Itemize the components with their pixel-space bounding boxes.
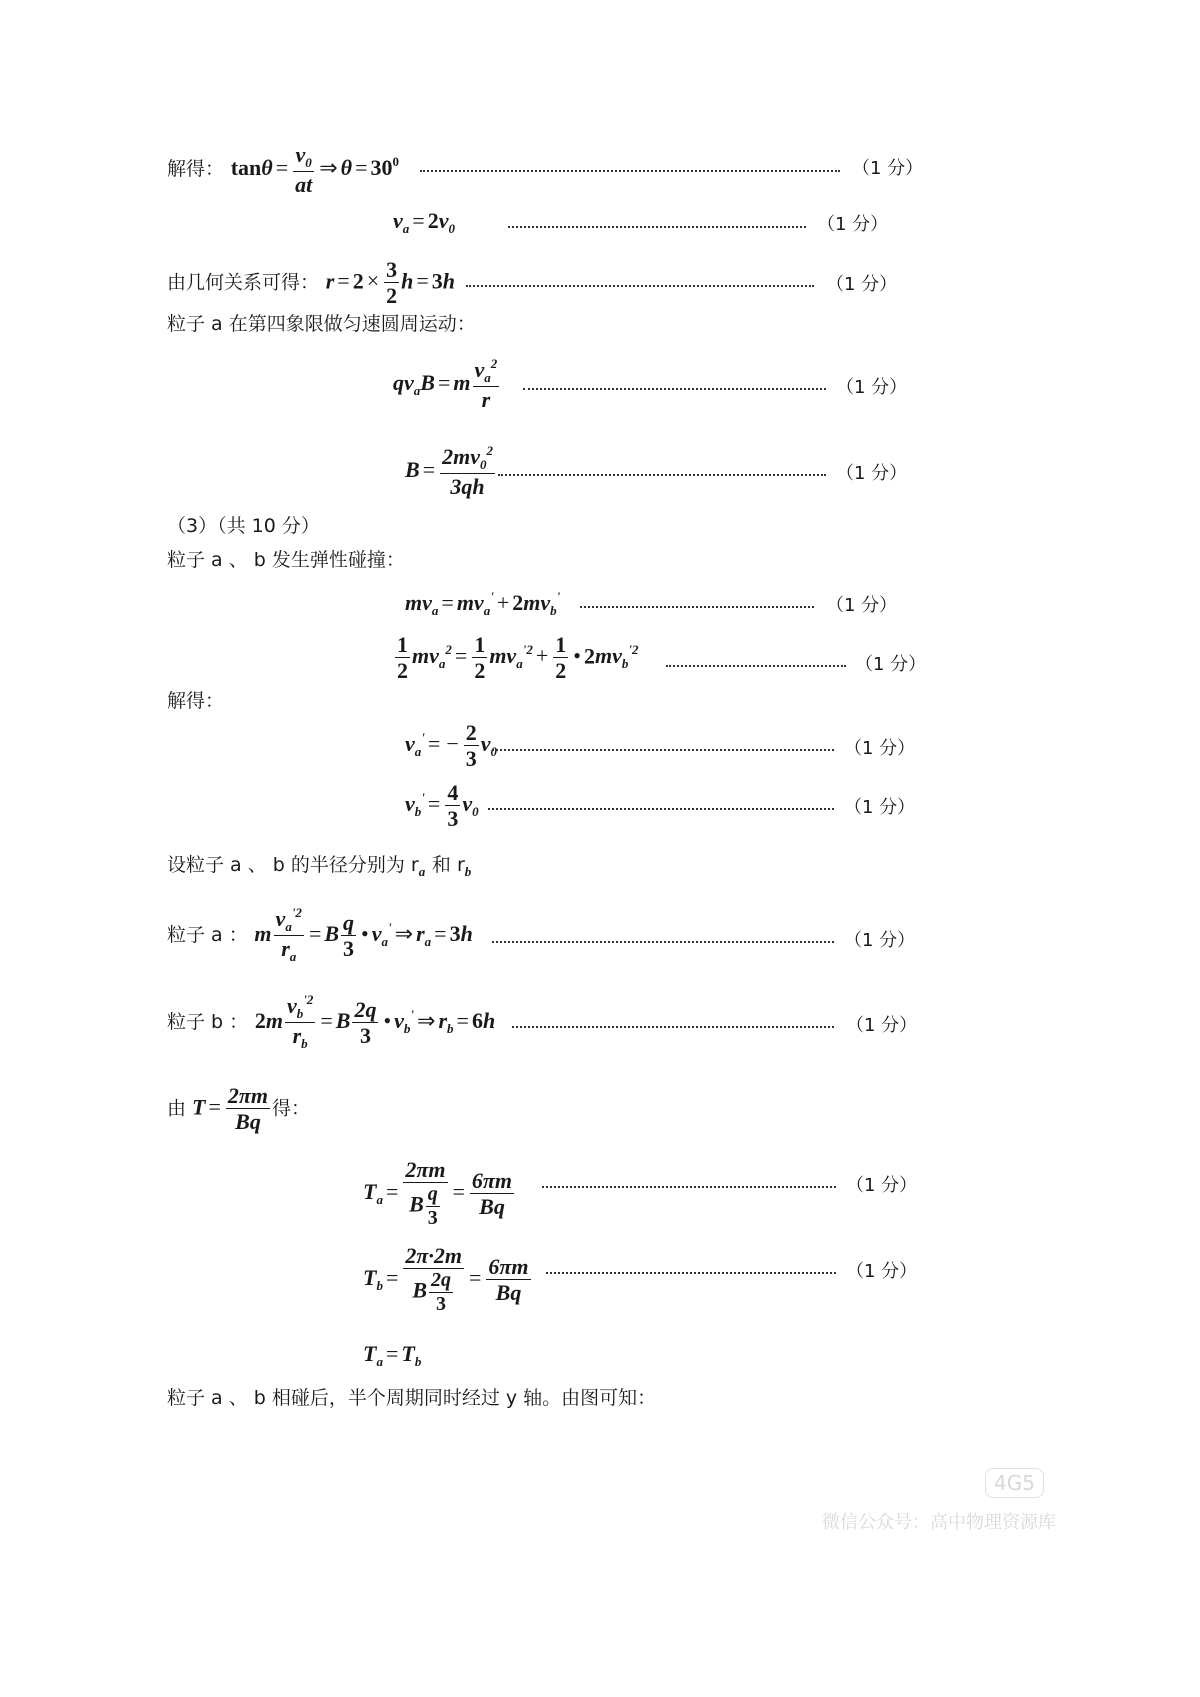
score-mark: （1 分） — [844, 797, 916, 818]
score-mark: （1 分） — [846, 1175, 918, 1196]
watermark-text: 微信公众号：高中物理资源库 — [822, 1512, 1056, 1533]
dot-leader — [512, 1026, 834, 1028]
solve-label-2: 解得： — [167, 690, 225, 712]
equation-periods-equal: $T_a = T_b$ — [363, 1341, 422, 1369]
score-mark: （1 分） — [844, 930, 916, 951]
text-final-line: 粒子 a 、 b 相碰后，半个周期同时经过 y 轴。由图可知： — [167, 1387, 657, 1409]
dot-leader — [523, 388, 826, 390]
equation-lorentz-force: $qv_aB = m$ $\frac{v_a^2}{r}$ — [393, 356, 498, 412]
score-mark: （1 分） — [817, 214, 889, 235]
score-mark: （1 分） — [846, 1015, 918, 1036]
dot-leader — [498, 474, 826, 476]
equation-period-a: $T_a$ = 2πm B $\frac{q}{3}$ = $\frac{6\pi m}{Bq}$ — [363, 1157, 513, 1230]
part3-header: （3）（共 10 分） — [167, 515, 320, 537]
equation-particle-a-radius: 粒子 a ： m $\frac{v_a^{'2}}{r_a}$ = B $\frac{q}{3}$ • $v_a'$ ⇒ $r_a = 3h$ — [167, 905, 473, 964]
equation-magnetic-field: B = $\frac{2mv_0^2}{3qh}$ — [405, 443, 493, 499]
dot-leader — [542, 1186, 836, 1188]
dot-leader — [466, 285, 814, 287]
dot-leader — [488, 808, 834, 810]
dot-leader — [492, 749, 834, 751]
dot-leader — [492, 941, 834, 943]
score-mark: （1 分） — [826, 274, 898, 295]
equation-energy: $\frac{1}{2}$ $mv_a^2$ = $\frac{1}{2}$ $mv_a^{'2}$ + $\frac{1}{2}$ • $2mv_b^{'2}$ — [397, 632, 639, 684]
text-particle-a-motion: 粒子 a 在第四象限做匀速圆周运动： — [167, 313, 476, 335]
particle-a-label: 粒子 a ： — [167, 923, 248, 946]
score-mark: （1 分） — [844, 738, 916, 759]
score-mark: （1 分） — [826, 595, 898, 616]
text-elastic-collision: 粒子 a 、 b 发生弹性碰撞： — [167, 549, 405, 571]
solve-label: 解得： — [167, 158, 225, 181]
score-mark: （1 分） — [855, 654, 927, 675]
dot-leader — [546, 1272, 836, 1274]
dot-leader — [580, 606, 814, 608]
equation-vb-prime: $v_b'$ = $\frac{4}{3}$ $v_0$ — [405, 780, 479, 832]
score-mark: （1 分） — [846, 1261, 918, 1282]
score-mark: （1 分） — [836, 377, 908, 398]
score-mark: （1 分） — [836, 463, 908, 484]
equation-period-b: $T_b$ = 2π·2m B $\frac{2q}{3}$ = $\frac{6\pi m}{Bq}$ — [363, 1243, 529, 1316]
equation-momentum: $mv_a = mv_a' + 2mv_b'$ — [405, 589, 561, 618]
particle-b-label: 粒子 b ： — [167, 1010, 249, 1033]
equation-period-general: 由 T = $\frac{2\pi m}{Bq}$ 得： — [167, 1083, 311, 1135]
dot-leader — [666, 665, 846, 667]
geometry-label: 由几何关系可得： — [167, 271, 320, 294]
equation-va: $v_a = 2v_0$ — [393, 208, 455, 236]
watermark-badge: 4G5 — [985, 1468, 1044, 1498]
equation-va-prime: $v_a'$ = − $\frac{2}{3}$ $v_0$ — [405, 720, 497, 772]
equation-radius: 由几何关系可得： r = 2 × $\frac{3}{2}$ h = 3h — [167, 257, 456, 309]
text-radii-intro: 设粒子 a 、 b 的半径分别为 $r_a$ 和 $r_b$ — [167, 854, 472, 879]
dot-leader — [508, 226, 806, 228]
equation-tan-theta: 解得： tanθ = $\frac{v_0}{at}$ ⇒ $\theta = 30^0$ — [167, 142, 400, 197]
dot-leader — [420, 170, 840, 172]
score-mark: （1 分） — [852, 158, 924, 179]
equation-particle-b-radius: 粒子 b ： 2m $\frac{v_b^{'2}}{r_b}$ = B $\frac{2q}{3}$ • $v_b'$ ⇒ $r_b = 6h$ — [167, 992, 496, 1051]
